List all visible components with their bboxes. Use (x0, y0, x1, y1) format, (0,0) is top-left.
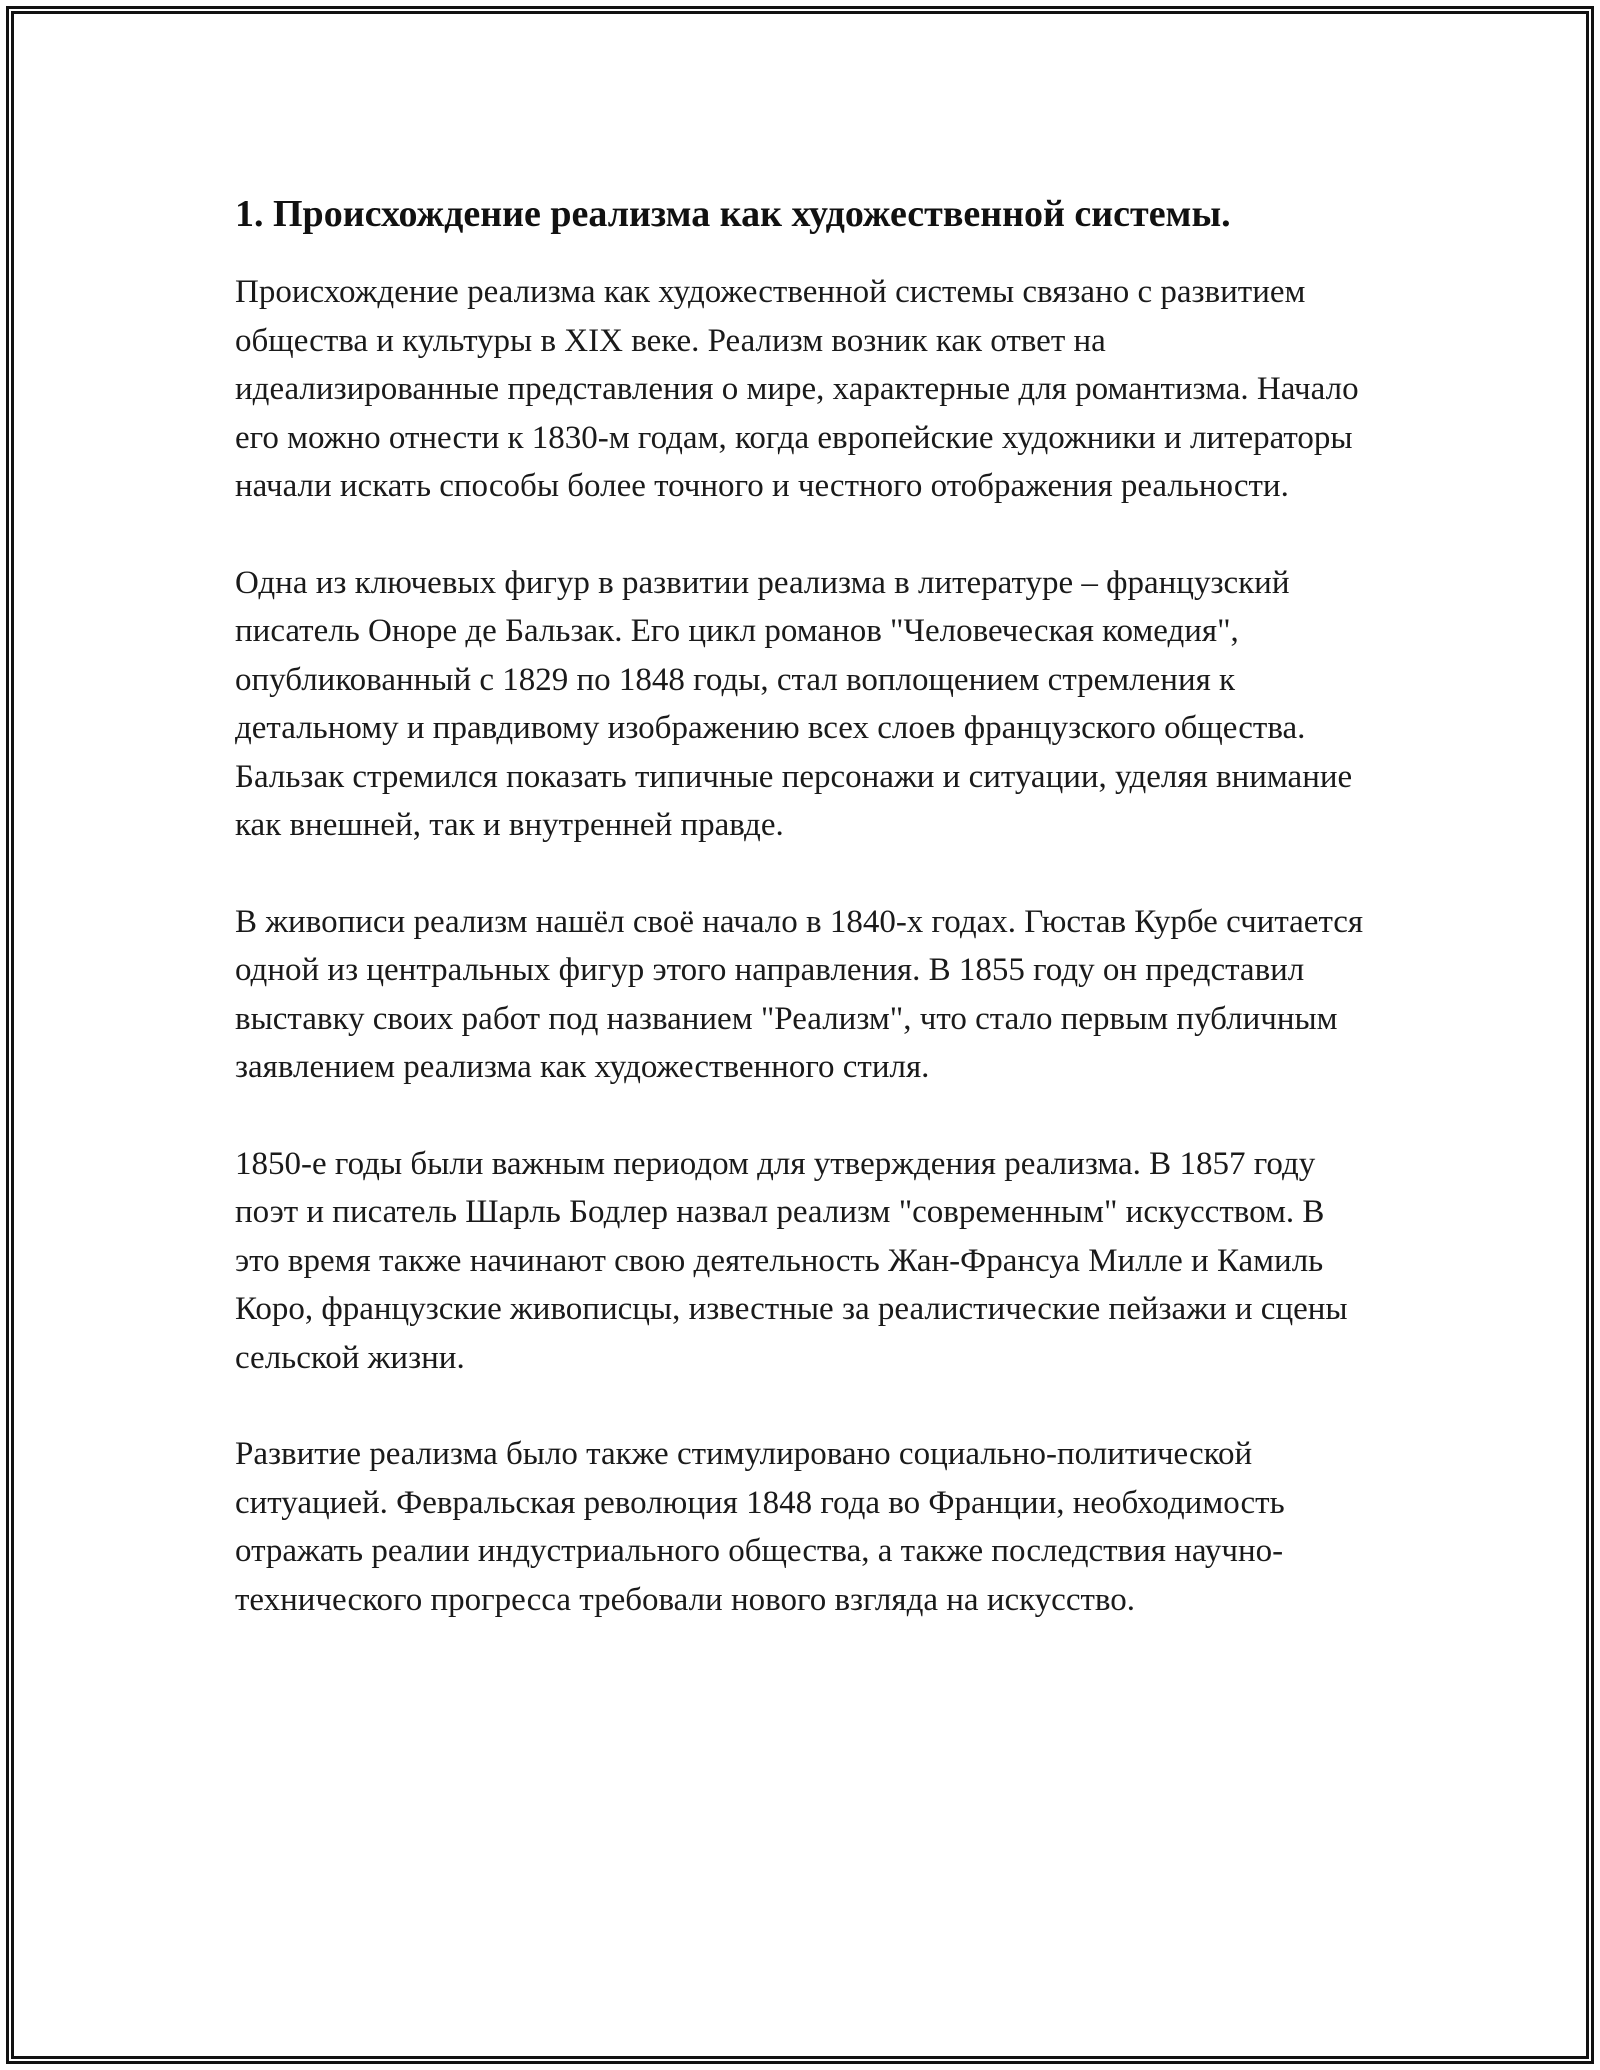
paragraph-balzac: Одна из ключевых фигур в развитии реализма в литературе – французский писатель Оноре де Бальзак. Его цикл романов "Человеческая комедия", опубликованный с 1829 по 1848 годы, стал воплощением стремления к детальному и правдивому изображению всех слоев французского общества. Бальзак стремился показать типичные персонажи и ситуации, уделяя внимание как внешней, так и внутренней правде. (235, 564, 1353, 843)
paragraph-painting: В живописи реализм нашёл своё начало в 1840-х годах. Гюстав Курбе считается одной из центральных фигур этого направления. В 1855 году он представил выставку своих работ под названием "Реализм", что стало первым публичным заявлением реализма как художественного стиля. (235, 903, 1364, 1085)
paragraph-origin: Происхождение реализма как художественной системы связано с развитием общества и культуры в XIX веке. Реализм возник как ответ на идеализированные представления о мире, характерные для романтизма. Начало его можно отнести к 1830-м годам, когда европейские художники и литераторы начали искать способы более точного и честного отображения реальности. (235, 274, 1359, 504)
paragraph-1850s: 1850-е годы были важным периодом для утверждения реализма. В 1857 году поэт и писатель Шарль Бодлер назвал реализм "современным" искусством. В это время также начинают свою деятельность Жан-Франсуа Милле и Камиль Коро, французские живописцы, известные за реалистические пейзажи и сцены сельской жизни. (235, 1145, 1348, 1376)
section-heading: 1. Происхождение реализма как художественной системы. (235, 193, 1231, 235)
paragraph-social-context: Развитие реализма было также стимулировано социально-политической ситуацией. Февральская революция 1848 года во Франции, необходимость отражать реалии индустриального общества, а также последствия научно-технического прогресса требовали нового взгляда на искусство. (235, 1436, 1285, 1618)
document-body (235, 186, 1375, 1624)
